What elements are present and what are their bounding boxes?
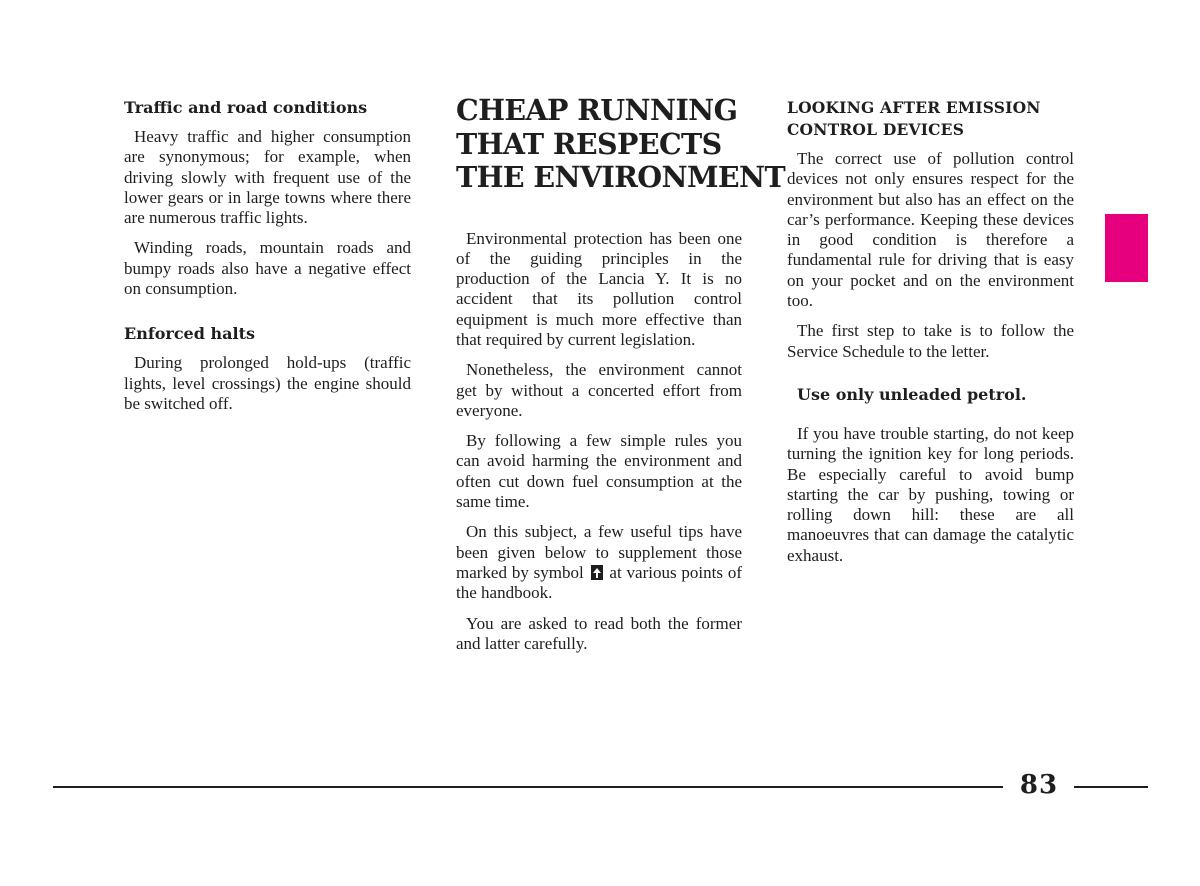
title-line-2: THAT RESPECTS	[456, 126, 722, 161]
paragraph-useful-tips	[456, 522, 742, 603]
heading-emission-control	[787, 95, 1074, 141]
useful-tips-text-after: at various points of the handbook.	[456, 562, 742, 603]
heading-emission-line-1: LOOKING AFTER EMISSION	[787, 98, 1041, 117]
footer-rule-left	[53, 786, 1003, 788]
eco-tree-icon	[591, 565, 603, 580]
heading-traffic-road-conditions: Traffic and road conditions	[124, 98, 368, 117]
paragraph-service-schedule: The first step to take is to follow the Service Schedule to the letter.	[787, 321, 1074, 361]
paragraph-read-carefully: You are asked to read both the former and latter carefully.	[456, 613, 742, 653]
title-line-3: THE ENVIRONMENT	[456, 160, 786, 194]
right-column	[787, 95, 1074, 576]
paragraph-winding-roads: Winding roads, mountain roads and bumpy roads also have a negative effect on consumption.	[124, 238, 411, 299]
page-number: 83	[1019, 770, 1059, 800]
heading-emission-line-2: CONTROL DEVICES	[787, 120, 965, 139]
useful-tips-text-before: On this subject, a few useful tips have been given below to supplement those marked by symbol	[456, 522, 742, 582]
paragraph-environmental-protection: Environmental protection has been one of the guiding principles in the production of the Lancia Y. It is no accident that its pollution control equipment is much more effective than that required by current legislation.	[456, 228, 742, 349]
paragraph-simple-rules: By following a few simple rules you can avoid harming the environment and often cut down fuel consumption at the same time.	[456, 431, 742, 512]
middle-column	[456, 93, 786, 664]
heading-enforced-halts: Enforced halts	[124, 324, 255, 344]
page-title	[456, 93, 786, 195]
paragraph-correct-use: The correct use of pollution control devices not only ensures respect for the environment but also has an effect on the car’s performance. Keeping these devices in good condition is therefore a fundamental rule for driving that is easy on your pocket and on the environment too.	[787, 149, 1074, 311]
section-tab-marker	[1105, 214, 1148, 282]
paragraph-traffic: Heavy traffic and higher consumption are synonymous; for example, when driving slowly with frequent use of the lower gears or in large towns where there are numerous traffic lights.	[124, 127, 411, 228]
unleaded-petrol-note: Use only unleaded petrol.	[797, 384, 1027, 404]
left-column	[124, 95, 411, 424]
paragraph-trouble-starting: If you have trouble starting, do not keep turning the ignition key for long periods. Be especially careful to avoid bump starting the car by pushing, towing or rolling down hill: these are all manoeuvres that can damage the catalytic exhaust.	[787, 423, 1074, 565]
paragraph-nonetheless: Nonetheless, the environment cannot get by without a concerted effort from everyone.	[456, 360, 742, 420]
footer-rule-right	[1074, 786, 1148, 788]
title-line-1: CHEAP RUNNING	[456, 93, 738, 127]
paragraph-hold-ups: During prolonged hold-ups (traffic lights, level crossings) the engine should be switched off.	[124, 353, 411, 413]
